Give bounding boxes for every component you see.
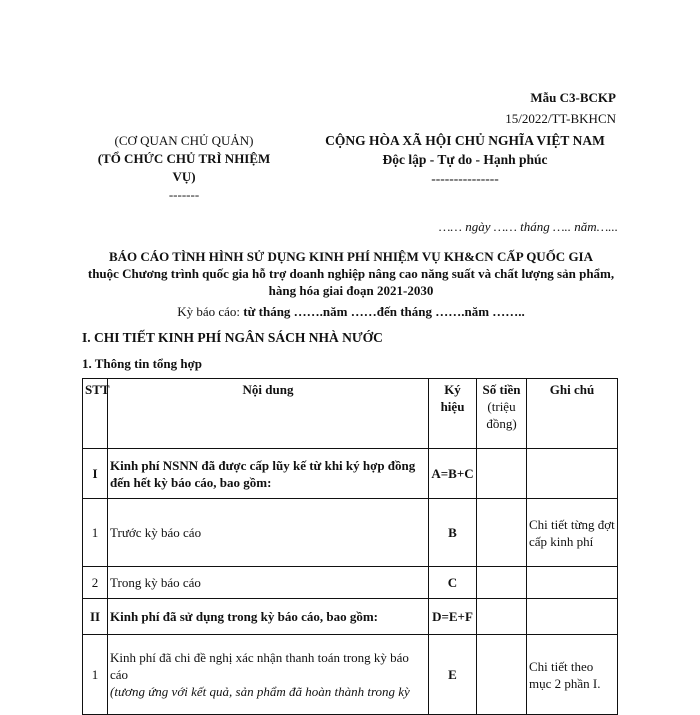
- row-amount: [477, 449, 527, 499]
- report-period-label: Kỳ báo cáo:: [177, 304, 240, 319]
- agency-line-1: (CƠ QUAN CHỦ QUẢN): [114, 133, 254, 148]
- republic-name: CỘNG HÒA XÃ HỘI CHỦ NGHĨA VIỆT NAM: [325, 133, 605, 148]
- row-stt: I: [83, 449, 108, 499]
- row-content: Kinh phí NSNN đã được cấp lũy kế từ khi ký hợp đồng đến hết kỳ báo cáo, bao gồm:: [108, 449, 429, 499]
- row-stt: 2: [83, 567, 108, 599]
- row-stt: II: [83, 599, 108, 635]
- report-title-line-2: thuộc Chương trình quốc gia hỗ trợ doanh nghiệp nâng cao năng suất và chất lượng sản phẩm, hàng hóa giai đoạn 2021-2030: [87, 266, 615, 298]
- row-content: [108, 635, 429, 715]
- row-note: [527, 449, 618, 499]
- agency-line-2: (TỔ CHỨC CHỦ TRÌ NHIỆM VỤ): [97, 151, 271, 184]
- table-row: [83, 599, 618, 635]
- motto: Độc lập - Tự do - Hạnh phúc: [382, 152, 548, 167]
- row-content: Trong kỳ báo cáo: [108, 567, 429, 599]
- row-code: E: [429, 635, 477, 715]
- republic-block: [300, 131, 630, 188]
- report-period: [82, 304, 620, 320]
- dateline: …… ngày …… tháng ….. năm…...: [438, 219, 618, 234]
- form-code: Mẫu C3-BCKP: [530, 90, 616, 105]
- row-content-main: Kinh phí đã chi đề nghị xác nhận thanh toán trong kỳ báo cáo: [110, 650, 409, 682]
- subsection-heading-1-1: 1. Thông tin tổng hợp: [82, 356, 203, 371]
- row-amount: [477, 635, 527, 715]
- section-heading-1: I. CHI TIẾT KINH PHÍ NGÂN SÁCH NHÀ NƯỚC: [82, 330, 383, 345]
- row-stt: 1: [83, 499, 108, 567]
- row-code: B: [429, 499, 477, 567]
- row-content: Trước kỳ báo cáo: [108, 499, 429, 567]
- row-note: Chi tiết theo mục 2 phần I.: [527, 635, 618, 715]
- funding-table: [82, 378, 618, 715]
- motto-rule: ---------------: [431, 171, 499, 186]
- table-row: [83, 449, 618, 499]
- row-code: D=E+F: [429, 599, 477, 635]
- row-note: Chi tiết từng đợt cấp kinh phí: [527, 499, 618, 567]
- row-content: Kinh phí đã sử dụng trong kỳ báo cáo, bao gồm:: [108, 599, 429, 635]
- table-row: [83, 499, 618, 567]
- header-amount: [477, 379, 527, 449]
- row-stt: 1: [83, 635, 108, 715]
- table-header-row: [83, 379, 618, 449]
- header-amount-title: Số tiền: [482, 382, 521, 397]
- form-reference: 15/2022/TT-BKHCN: [505, 111, 616, 126]
- table-row: [83, 635, 618, 715]
- header-note: Ghi chú: [527, 379, 618, 449]
- header-stt: STT: [83, 379, 108, 449]
- header-code: Ký hiệu: [429, 379, 477, 449]
- row-note: [527, 599, 618, 635]
- report-title: [82, 248, 620, 299]
- agency-rule: -------: [168, 187, 200, 202]
- header-amount-unit: (triệu đồng): [486, 399, 517, 431]
- table-row: [83, 567, 618, 599]
- row-code: C: [429, 567, 477, 599]
- report-title-line-1: BÁO CÁO TÌNH HÌNH SỬ DỤNG KINH PHÍ NHIỆM VỤ KH&CN CẤP QUỐC GIA: [108, 249, 594, 264]
- row-code: A=B+C: [429, 449, 477, 499]
- row-note: [527, 567, 618, 599]
- header-content: Nội dung: [108, 379, 429, 449]
- row-amount: [477, 599, 527, 635]
- row-content-note: (tương ứng với kết quả, sản phẩm đã hoàn thành trong kỳ: [110, 684, 410, 699]
- row-amount: [477, 499, 527, 567]
- report-period-value: từ tháng …….năm ……đến tháng …….năm ……..: [243, 304, 525, 319]
- row-amount: [477, 567, 527, 599]
- agency-block: [88, 132, 280, 204]
